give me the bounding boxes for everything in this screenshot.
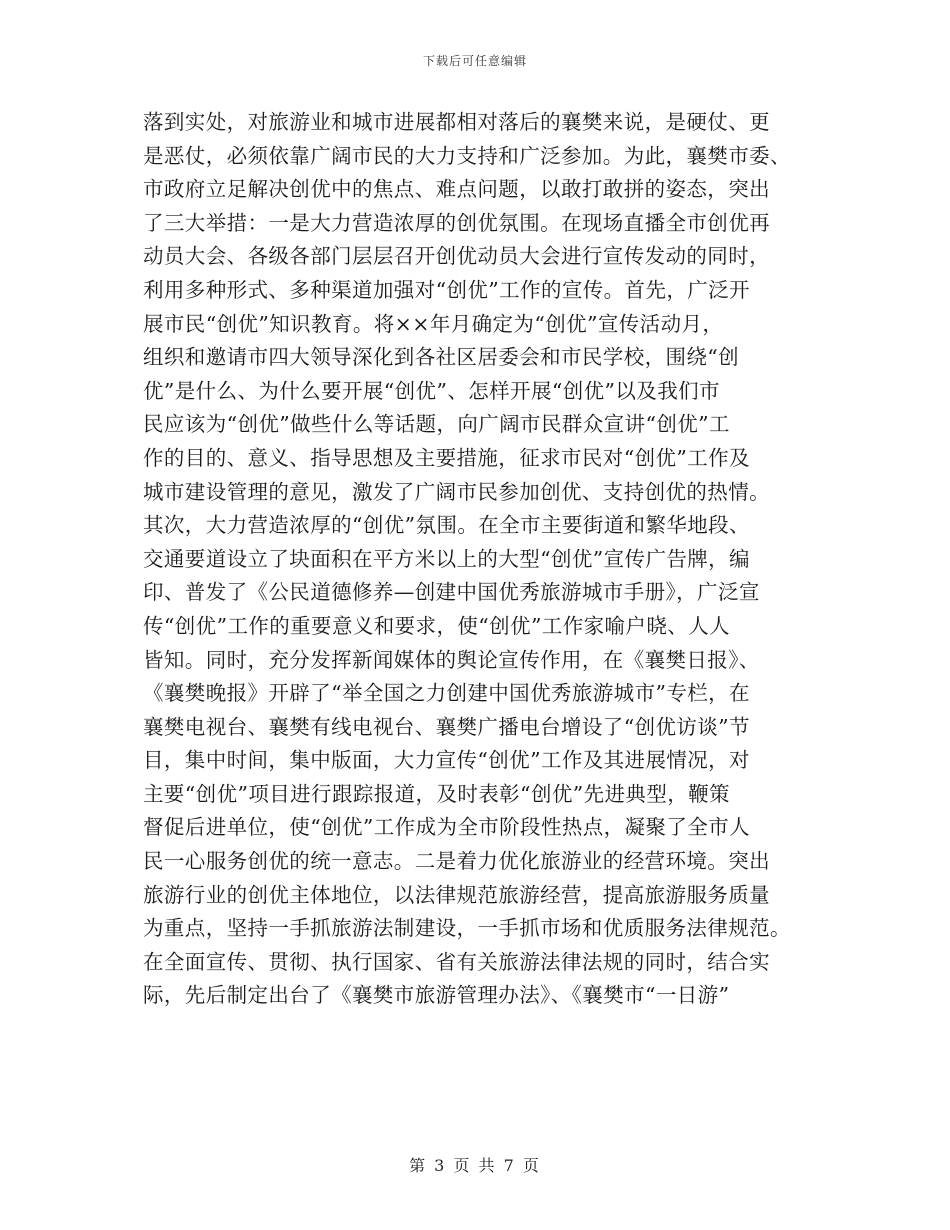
text-line: 印、普发了《公民道德修养—创建中国优秀旅游城市手册》，广泛宣: [143, 580, 760, 605]
text-line: 动员大会、各级各部门层层召开创优动员大会进行宣传发动的同时，: [143, 244, 770, 269]
text-line: 在全面宣传、贯彻、执行国家、省有关旅游法律法规的同时，结合实: [143, 949, 770, 974]
text-line: 为重点，坚持一手抓旅游法制建设，一手抓市场和优质服务法律规范。: [143, 916, 791, 941]
text-line: 民一心服务创优的统一意志。二是着力优化旅游业的经营环境。突出: [143, 849, 770, 874]
text-line: 展市民“创优”知识教育。将××年月确定为“创优”宣传活动月，: [143, 311, 724, 336]
text-line: 《襄樊晚报》开辟了“举全国之力创建中国优秀旅游城市”专栏，在: [143, 681, 750, 706]
page-footer: 第 3 页 共 7 页: [409, 1156, 541, 1175]
text-line: 利用多种形式、多种渠道加强对“创优”工作的宣传。首先，广泛开: [143, 277, 750, 302]
text-line: 城市建设管理的意见，激发了广阔市民参加创优、支持创优的热情。: [143, 479, 770, 504]
text-line: 是恶仗，必须依靠广阔市民的大力支持和广泛参加。为此，襄樊市委、: [143, 143, 791, 168]
text-line: 皆知。同时，充分发挥新闻媒体的舆论宣传作用，在《襄樊日报》、: [143, 647, 760, 672]
text-line: 作的目的、意义、指导思想及主要措施，征求市民对“创优”工作及: [143, 445, 750, 470]
text-line: 旅游行业的创优主体地位，以法律规范旅游经营，提高旅游服务质量: [143, 882, 770, 907]
text-line: 督促后进单位，使“创优”工作成为全市阶段性热点，凝聚了全市人: [143, 815, 750, 840]
body-text: [143, 106, 808, 1013]
text-line: 优”是什么、为什么要开展“创优”、怎样开展“创优”以及我们市: [143, 378, 720, 403]
text-line: 目，集中时间，集中版面，大力宣传“创优”工作及其进展情况，对: [143, 748, 750, 773]
text-line: 际，先后制定出台了《襄樊市旅游管理办法》、《襄樊市“一日游”: [143, 983, 730, 1008]
text-line: 民应该为“创优”做些什么等话题，向广阔市民群众宣讲“创优”工: [143, 412, 730, 437]
text-line: 主要“创优”项目进行跟踪报道，及时表彰“创优”先进典型，鞭策: [143, 781, 730, 806]
text-line: 襄樊电视台、襄樊有线电视台、襄樊广播电台增设了“创优访谈”节: [143, 714, 750, 739]
text-line: 了三大举措：一是大力营造浓厚的创优氛围。在现场直播全市创优再: [143, 210, 770, 235]
text-line: 交通要道设立了块面积在平方米以上的大型“创优”宣传广告牌，编: [143, 546, 750, 571]
page-header: 下载后可任意编辑: [422, 54, 527, 68]
text-line: 市政府立足解决创优中的焦点、难点问题，以敢打敢拼的姿态，突出: [143, 177, 770, 202]
text-line: 落到实处，对旅游业和城市进展都相对落后的襄樊来说，是硬仗、更: [143, 110, 770, 134]
text-line: 传“创优”工作的重要意义和要求，使“创优”工作家喻户晓、人人: [143, 613, 730, 638]
text-line: 其次，大力营造浓厚的“创优”氛围。在全市主要街道和繁华地段、: [143, 513, 750, 538]
text-line: 组织和邀请市四大领导深化到各社区居委会和市民学校，围绕“创: [143, 345, 740, 370]
